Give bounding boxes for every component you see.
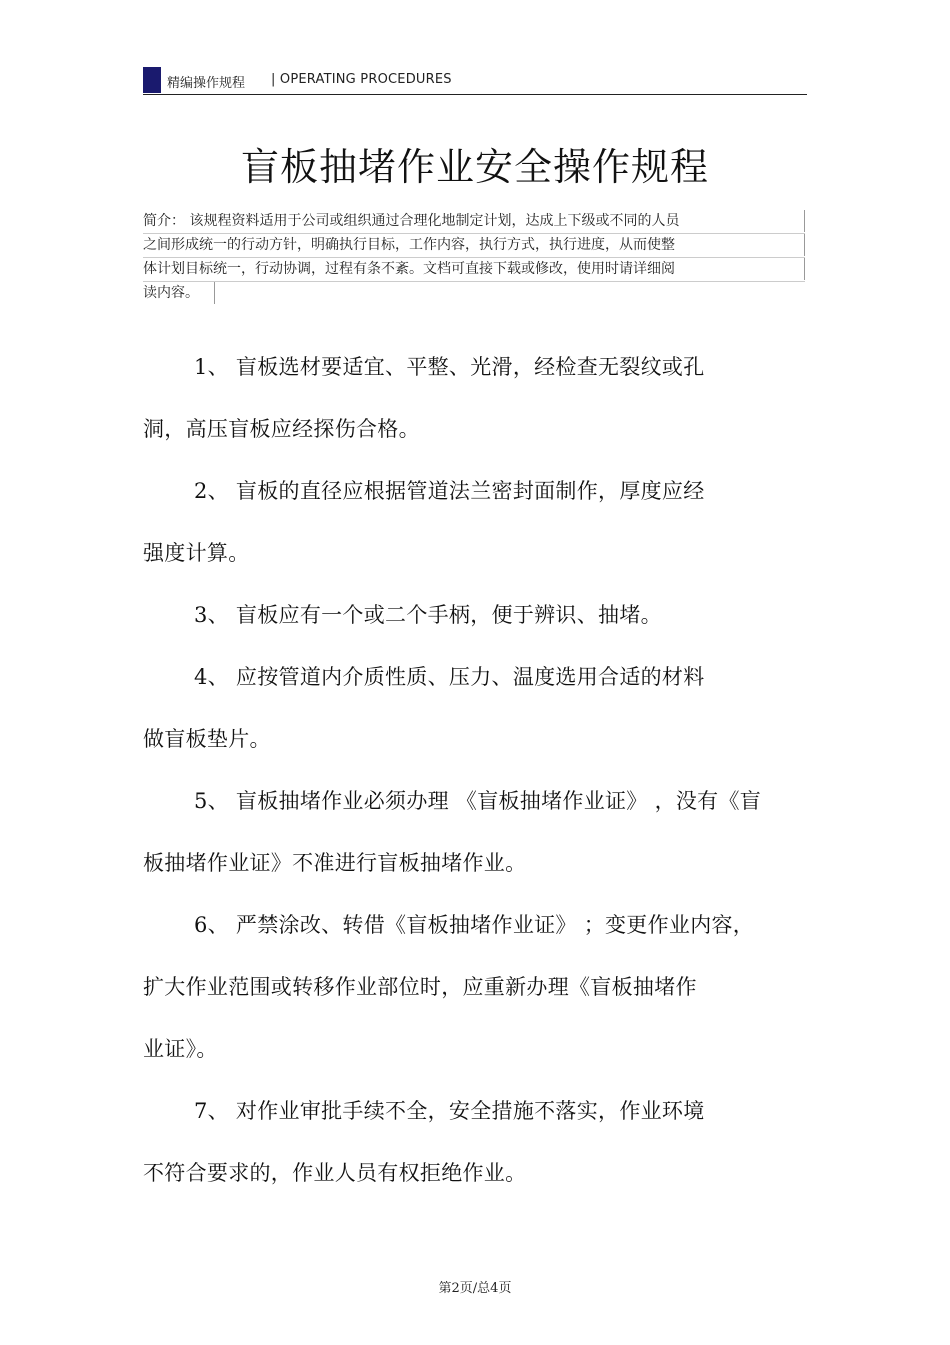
intro-border bbox=[804, 210, 805, 232]
intro-line: 简介： 该规程资料适用于公司或组织通过合理化地制定计划，达成上下级或不同的人员 bbox=[143, 210, 807, 234]
procedure-line: 强度计算。 bbox=[143, 541, 250, 565]
intro-line: 之间形成统一的行动方针，明确执行目标，工作内容，执行方式，执行进度，从而使整 bbox=[143, 234, 807, 258]
header-subtitle: | OPERATING PROCEDURES bbox=[271, 72, 452, 87]
procedure-line: 不符合要求的，作业人员有权拒绝作业。 bbox=[143, 1161, 527, 1185]
intro-border bbox=[214, 282, 215, 304]
intro-border bbox=[804, 234, 805, 256]
procedure-line: 板抽堵作业证》不准进行盲板抽堵作业。 bbox=[143, 851, 527, 875]
intro-line: 读内容。 bbox=[143, 282, 807, 306]
procedure-body bbox=[143, 336, 807, 1204]
page-header bbox=[143, 66, 807, 95]
intro-box bbox=[143, 210, 807, 306]
procedure-line: 扩大作业范围或转移作业部位时，应重新办理《盲板抽堵作 bbox=[143, 975, 697, 999]
logo-icon bbox=[143, 67, 161, 93]
document-title: 盲板抽堵作业安全操作规程 bbox=[240, 145, 709, 189]
procedure-line: 4、 应按管道内介质性质、压力、温度选用合适的材料 bbox=[194, 665, 705, 689]
procedure-line: 6、 严禁涂改、转借《盲板抽堵作业证》 ；变更作业内容， bbox=[194, 913, 755, 937]
page-number: 第2页/总4页 bbox=[438, 1281, 512, 1296]
intro-border bbox=[804, 258, 805, 280]
procedure-line: 7、 对作业审批手续不全，安全措施不落实，作业环境 bbox=[194, 1099, 705, 1123]
procedure-line: 业证》。 bbox=[143, 1037, 218, 1061]
procedure-line: 1、 盲板选材要适宜、平整、光滑，经检查无裂纹或孔 bbox=[194, 355, 705, 379]
header-category: 精编操作规程 bbox=[167, 76, 246, 91]
procedure-line: 3、 盲板应有一个或二个手柄，便于辨识、抽堵。 bbox=[194, 603, 662, 627]
procedure-line: 2、 盲板的直径应根据管道法兰密封面制作，厚度应经 bbox=[194, 479, 705, 503]
procedure-line: 5、 盲板抽堵作业必须办理 《盲板抽堵作业证》 ，没有《盲 bbox=[194, 789, 762, 813]
procedure-line: 做盲板垫片。 bbox=[143, 727, 271, 751]
intro-line: 体计划目标统一，行动协调，过程有条不紊。文档可直接下载或修改，使用时请详细阅 bbox=[143, 258, 807, 282]
procedure-line: 洞，高压盲板应经探伤合格。 bbox=[143, 417, 420, 441]
